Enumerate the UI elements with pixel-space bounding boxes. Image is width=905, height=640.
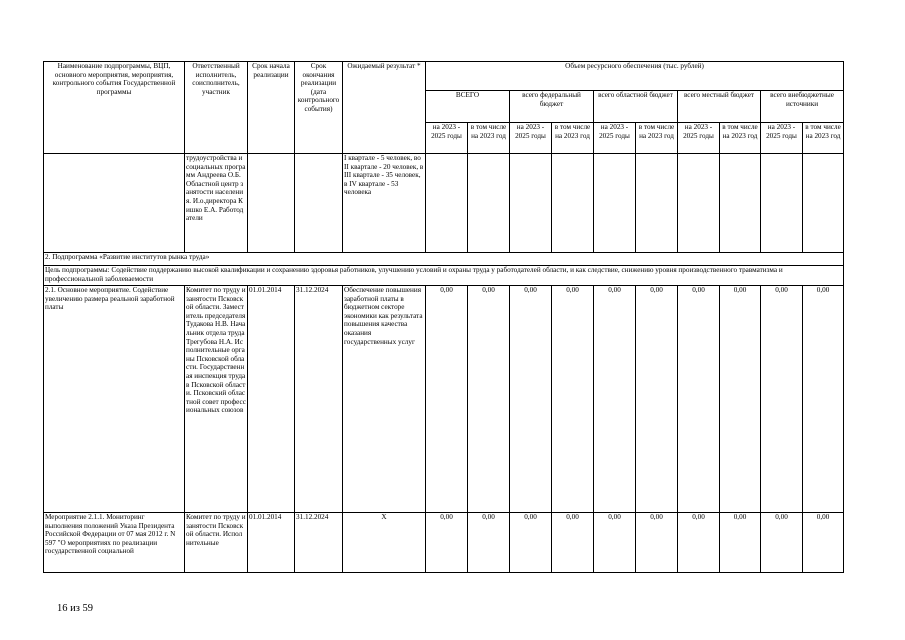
cont-result: I квартале - 5 человек, во II квартале - 20 человек, в III квартале - 35 человек, в IV квартале - 53 человека [343, 154, 426, 253]
header-responsible: Ответственный исполнитель, соисполнитель, участник [185, 62, 248, 154]
subprogram-title: 2. Подпрограмма «Развитие институтов рынка труда» [44, 253, 844, 266]
header-name: Наименование подпрограммы, ВЦП, основного мероприятия, мероприятия, контрольного события Государственной программы [44, 62, 185, 154]
row-value: 0,00 [594, 286, 636, 513]
row-value: 0,00 [761, 286, 803, 513]
sub-period: на 2023 - 2025 годы [510, 123, 552, 154]
header-group-federal: всего федеральный бюджет [510, 91, 594, 123]
row-value: 0,00 [636, 513, 678, 573]
sub-period: на 2023 - 2025 годы [594, 123, 636, 154]
header-group-extrabudget: всего внебюджетные источники [761, 91, 844, 123]
table-row [44, 286, 844, 513]
row-start: 01.01.2014 [248, 513, 295, 573]
row-value: 0,00 [678, 513, 720, 573]
row-value: 0,00 [468, 286, 510, 513]
row-value: 0,00 [803, 286, 844, 513]
row-value: 0,00 [720, 286, 761, 513]
row-start: 01.01.2014 [248, 286, 295, 513]
row-value: 0,00 [468, 513, 510, 573]
sub-period: на 2023 - 2025 годы [761, 123, 803, 154]
sub-year: в том числе на 2023 год [636, 123, 678, 154]
row-responsible: Комитет по труду и занятости Псковской области. Исполнительные [185, 513, 248, 573]
row-end: 31.12.2024 [295, 286, 343, 513]
row-value: 0,00 [761, 513, 803, 573]
row-value: 0,00 [510, 286, 552, 513]
sub-period: на 2023 - 2025 годы [426, 123, 468, 154]
row-value: 0,00 [426, 286, 468, 513]
subprogram-goal: Цель подпрограммы: Содействие поддержанию высокой квалификации и сохранению здоровья работников, улучшению условий и охраны труда у работодателей области, и как следствие, снижению уровня производственного травматизма и профессиональной заболеваемости [44, 266, 844, 286]
sub-period: на 2023 - 2025 годы [678, 123, 720, 154]
table-row [44, 154, 844, 253]
row-value: 0,00 [426, 513, 468, 573]
table-row [44, 513, 844, 573]
row-value: 0,00 [552, 513, 594, 573]
header-end: Срок окончания реализации (дата контрольного события) [295, 62, 343, 154]
header-group-regional: всего областной бюджет [594, 91, 678, 123]
sub-year: в том числе на 2023 год [720, 123, 761, 154]
row-value: 0,00 [594, 513, 636, 573]
row-value: 0,00 [803, 513, 844, 573]
row-result: Обеспечение повышения заработной платы в бюджетном секторе экономики как результата повышения качества оказания государственных услуг [343, 286, 426, 513]
header-group-local: всего местный бюджет [678, 91, 761, 123]
row-value: 0,00 [510, 513, 552, 573]
row-result: X [343, 513, 426, 573]
row-end: 31.12.2024 [295, 513, 343, 573]
header-start: Срок начала реализации [248, 62, 295, 154]
row-value: 0,00 [552, 286, 594, 513]
header-volume: Объем ресурсного обеспечения (тыс. рублей) [426, 62, 844, 91]
header-group-total: ВСЕГО [426, 91, 510, 123]
row-value: 0,00 [720, 513, 761, 573]
page-number: 16 из 59 [57, 603, 94, 614]
row-responsible: Комитет по труду и занятости Псковской области. Заместитель председателя Тудакова Н.В. Начальник отдела труда Трегубова Н.А. Исполнительные органы Псковской области. Государственная инспекция труда в Псковской области. Псковский областной совет профессиональных союзов [185, 286, 248, 513]
sub-year: в том числе на 2023 год [803, 123, 844, 154]
sub-year: в том числе на 2023 год [468, 123, 510, 154]
resource-table [43, 61, 844, 573]
row-name: 2.1. Основное мероприятие. Содействие увеличению размера реальной заработной платы [44, 286, 185, 513]
row-name: Мероприятие 2.1.1. Мониторинг выполнения положений Указа Президента Российской Федерации от 07 мая 2012 г. N 597 "О мероприятиях по реализации государственной социальной [44, 513, 185, 573]
cont-responsible: трудоустройства и социальных программ Андреева О.Б. Областной центр занятости населения. И.о.директора Кишко Е.А. Работодатели [185, 154, 248, 253]
row-value: 0,00 [636, 286, 678, 513]
header-result: Ожидаемый результат * [343, 62, 426, 154]
sub-year: в том числе на 2023 год [552, 123, 594, 154]
row-value: 0,00 [678, 286, 720, 513]
